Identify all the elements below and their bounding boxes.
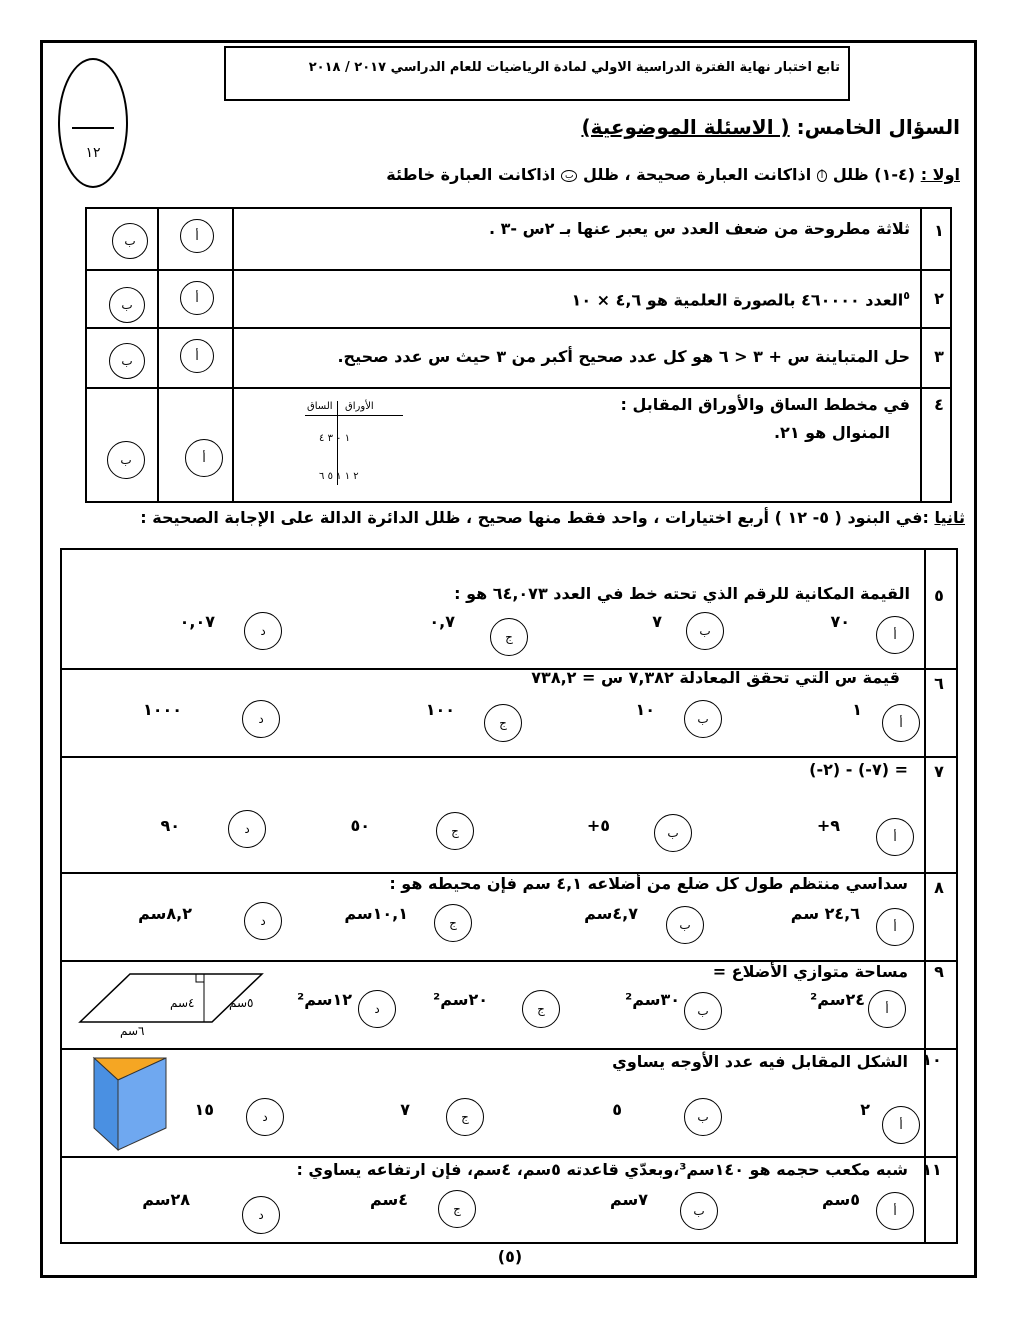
mc-item-6-option-b[interactable]: ب xyxy=(684,700,722,738)
mc-item-8-question: سداسي منتظم طول كل ضلع من أضلاعه ٤,١ سم فإن محيطه هو : xyxy=(389,874,908,893)
mc-item-9-option-d[interactable]: د xyxy=(358,990,396,1028)
section2-instruction xyxy=(110,508,965,527)
mc-item-11-option-d[interactable]: د xyxy=(242,1196,280,1234)
tf-row-1-number: ١ xyxy=(934,221,944,240)
section2-label: ثانيا xyxy=(934,508,965,527)
mc-item-7-question: (-٢) - (-٧) = xyxy=(809,760,908,779)
score-blank-line xyxy=(72,127,114,129)
mc-item-5-option-b[interactable]: ب xyxy=(686,612,724,650)
mc-item-5-answer-d: ٠,٠٧ xyxy=(179,612,215,631)
mc-item-10-answer-d: ١٥ xyxy=(194,1100,214,1119)
mc-item-5-option-a[interactable]: أ xyxy=(876,616,914,654)
mc-item-6-answer-b: ١٠ xyxy=(635,700,655,719)
question-title-prefix: السؤال الخامس: xyxy=(789,115,960,139)
mc-item-11-answer-a: ٥سم xyxy=(821,1190,860,1209)
mc-item-6-answer-c: ١٠٠ xyxy=(425,700,455,719)
tf-row-4-statement: في مخطط الساق والأوراق المقابل : xyxy=(620,395,910,414)
section1-label: اولا : xyxy=(920,165,960,184)
mc-item-9-number: ٩ xyxy=(934,962,944,981)
mc-item-11-number: ١١ xyxy=(922,1160,942,1179)
question-title-underlined: ( الاسئلة الموضوعية) xyxy=(581,115,790,139)
mc-item-9-answer-b: ٣٠سم² xyxy=(625,990,680,1009)
stem-leaf-header-leaves: الأوراق xyxy=(345,401,374,412)
mc-item-6-question: قيمة س التي تحقق المعادلة ٧,٣٨٢ س = ٧٣٨,٢ xyxy=(531,668,900,687)
tf-row-2-option-b[interactable]: ب xyxy=(109,287,145,323)
mc-item-10-answer-c: ٧ xyxy=(400,1100,410,1119)
mc-item-5-answer-b: ٧ xyxy=(652,612,662,631)
mc-item-5-option-d[interactable]: د xyxy=(244,612,282,650)
mc-item-10-answer-b: ٥ xyxy=(612,1100,622,1119)
mc-item-11-answer-c: ٤سم xyxy=(369,1190,408,1209)
stem-leaf-plot xyxy=(305,399,405,489)
tf-row-1-option-b[interactable]: ب xyxy=(112,223,148,259)
mc-item-8-option-c[interactable]: ج xyxy=(434,904,472,942)
parallelogram-side-label: ٥سم xyxy=(229,996,254,1010)
mc-item-6-answer-d: ١٠٠٠ xyxy=(142,700,182,719)
mc-item-7-option-b[interactable]: ب xyxy=(654,814,692,852)
mc-item-5-question: القيمة المكانية للرقم الذي تحته خط في العدد ٦٤,٠٧٣ هو : xyxy=(454,584,910,603)
mc-item-9-option-c[interactable]: ج xyxy=(522,990,560,1028)
mc-item-10-option-b[interactable]: ب xyxy=(684,1098,722,1136)
section1-instruction-a: (٤-١) ظلل xyxy=(827,165,921,184)
mc-item-6-option-c[interactable]: ج xyxy=(484,704,522,742)
mc-item-7-answer-b: +٥ xyxy=(586,816,610,835)
tf-row-2-option-a[interactable]: أ xyxy=(180,281,214,315)
mc-item-7-option-a[interactable]: أ xyxy=(876,818,914,856)
tf-row-4-statement-2: المنوال هو ٢١. xyxy=(773,423,890,442)
mc-item-8-option-d[interactable]: د xyxy=(244,902,282,940)
tf-row-4-option-b[interactable]: ب xyxy=(107,441,145,479)
mc-item-11-option-c[interactable]: ج xyxy=(438,1190,476,1228)
header-text: تابع اختبار نهاية الفترة الدراسية الاولي لمادة الرياضيات للعام الدراسي ٢٠١٧ / ٢٠١٨ xyxy=(308,60,840,75)
mc-item-7-answer-d: ٩٠ xyxy=(160,816,180,835)
true-false-table xyxy=(85,207,952,503)
parallelogram-height-label: ٤سم xyxy=(170,996,195,1010)
mc-item-6-option-a[interactable]: أ xyxy=(882,704,920,742)
section1-instruction-b: اذاكانت العبارة صحيحة ، ظلل xyxy=(577,165,817,184)
tf-row-2-text: العدد ٤٦٠٠٠٠ بالصورة العلمية هو ٤,٦ × ١٠ xyxy=(571,290,904,310)
triangular-prism-figure xyxy=(92,1054,168,1154)
mc-item-9-question: مساحة متوازي الأضلاع = xyxy=(712,962,908,981)
mc-item-10-option-a[interactable]: أ xyxy=(882,1106,920,1144)
tf-row-4-option-a[interactable]: أ xyxy=(185,439,223,477)
mc-item-9-answer-c: ٢٠سم² xyxy=(433,990,488,1009)
mc-item-7-option-c[interactable]: ج xyxy=(436,812,474,850)
mc-item-5-answer-a: ٧٠ xyxy=(830,612,850,631)
section1-instruction-c: اذاكانت العبارة خاطئة xyxy=(386,165,561,184)
tf-row-3-number: ٣ xyxy=(934,347,944,366)
mc-item-11-answer-b: ٧سم xyxy=(609,1190,648,1209)
mc-item-10-option-c[interactable]: ج xyxy=(446,1098,484,1136)
mc-item-6-number: ٦ xyxy=(934,674,944,693)
mc-item-8-number: ٨ xyxy=(934,878,944,897)
mc-item-8-answer-a: ٢٤,٦ سم xyxy=(790,904,860,923)
mc-item-6-option-d[interactable]: د xyxy=(242,700,280,738)
score-total: ١٢ xyxy=(85,145,101,161)
mini-circle-b: ب xyxy=(561,170,577,182)
page-number: (٥) xyxy=(497,1247,523,1266)
tf-row-2-number: ٢ xyxy=(934,289,944,308)
mc-item-10-question: الشكل المقابل فيه عدد الأوجه يساوي xyxy=(612,1052,908,1071)
mc-item-5-answer-c: ٠,٧ xyxy=(429,612,455,631)
tf-row-3-statement: حل المتباينة س + ٣ < ٦ هو كل عدد صحيح أكبر من ٣ حيث س عدد صحيح. xyxy=(337,347,910,366)
mc-item-10-answer-a: ٢ xyxy=(860,1100,870,1119)
tf-row-2-exponent: ٥ xyxy=(903,289,910,302)
mc-item-8-answer-c: ١٠,١سم xyxy=(344,904,408,923)
mc-item-9-answer-a: ٢٤سم² xyxy=(810,990,865,1009)
stem-leaf-header-stem: الساق xyxy=(307,401,333,412)
mc-item-9-option-a[interactable]: أ xyxy=(868,990,906,1028)
mc-item-8-option-a[interactable]: أ xyxy=(876,908,914,946)
mc-item-7-answer-a: +٩ xyxy=(816,816,840,835)
mc-item-9-option-b[interactable]: ب xyxy=(684,992,722,1030)
mc-item-6-answer-a: ١ xyxy=(852,700,862,719)
stem-leaf-row-1: ١ ٠ ٣ ٤ xyxy=(319,433,351,444)
mc-item-7-number: ٧ xyxy=(934,762,944,781)
mini-circle-a: أ xyxy=(817,170,828,182)
mc-item-7-option-d[interactable]: د xyxy=(228,810,266,848)
mc-item-7-answer-c: ٥٠ xyxy=(350,816,370,835)
mc-item-8-answer-b: ٤,٧سم xyxy=(584,904,638,923)
tf-row-3-option-a[interactable]: أ xyxy=(180,339,214,373)
tf-row-4-number: ٤ xyxy=(934,395,944,414)
right-angle-marker xyxy=(196,974,204,982)
tf-row-2-statement xyxy=(572,289,910,309)
parallelogram-base-label: ٦سم xyxy=(120,1024,145,1038)
mc-item-5-number: ٥ xyxy=(934,586,944,605)
mc-item-5-option-c[interactable]: ج xyxy=(490,618,528,656)
mc-item-10-option-d[interactable]: د xyxy=(246,1098,284,1136)
section1-instruction xyxy=(300,165,960,184)
score-oval xyxy=(58,58,128,188)
mc-item-11-option-a[interactable]: أ xyxy=(876,1192,914,1230)
mc-item-9-answer-d: ١٢سم² xyxy=(297,990,352,1009)
mc-item-11-question: شبه مكعب حجمه هو ١٤٠سم³،وبعدّي قاعدته ٥سم، ٤سم، فإن ارتفاعه يساوي : xyxy=(296,1160,908,1179)
mc-item-10-number: ١٠ xyxy=(922,1050,942,1069)
mc-item-11-answer-d: ٢٨سم xyxy=(142,1190,190,1209)
tf-row-1-statement: ثلاثة مطروحة من ضعف العدد س يعبر عنها بـ ٢س -٣ . xyxy=(488,219,910,238)
tf-row-3-option-b[interactable]: ب xyxy=(109,343,145,379)
section2-instruction-text: :في البنود ( ٥- ١٢ ) أربع اختيارات ، واحد فقط منها صحيح ، ظلل الدائرة الدالة على الإجابة الصحيحة : xyxy=(140,508,935,527)
question-title xyxy=(560,115,960,139)
tf-row-1-option-a[interactable]: أ xyxy=(180,219,214,253)
mc-item-8-answer-d: ٨,٢سم xyxy=(138,904,192,923)
stem-leaf-row-2: ٢ ١ ١ ٥ ٦ xyxy=(319,471,359,482)
mc-item-8-option-b[interactable]: ب xyxy=(666,906,704,944)
mc-item-11-option-b[interactable]: ب xyxy=(680,1192,718,1230)
